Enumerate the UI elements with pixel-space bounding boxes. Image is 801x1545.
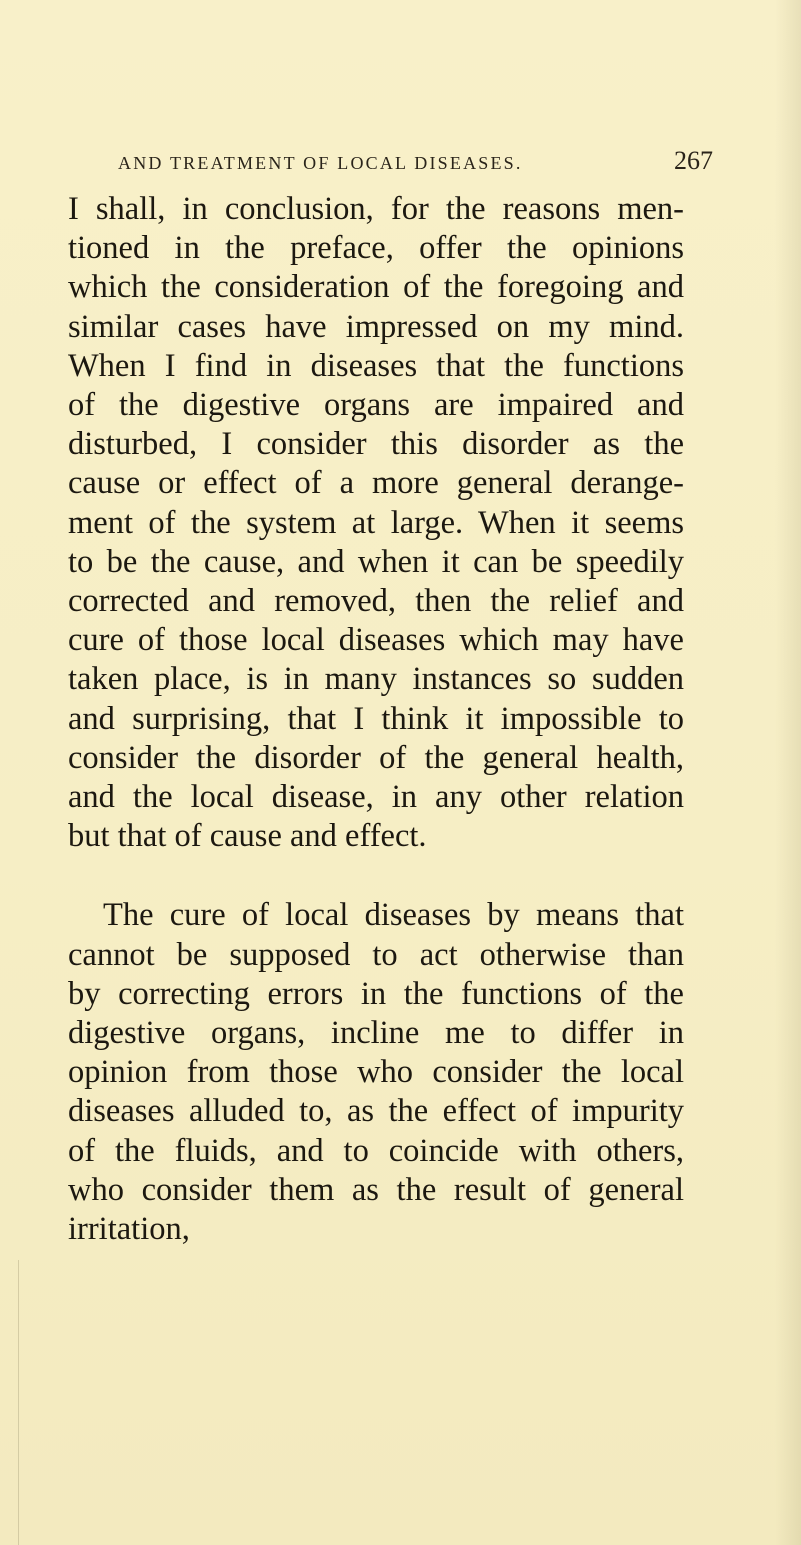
paragraph-2 [68, 896, 684, 1249]
paragraph-2-line: of the fluids, and to coincide with others, [68, 1132, 684, 1169]
page-number: 267 [674, 146, 713, 175]
paragraph-1-line: cause or effect of a more general derange- [68, 465, 684, 502]
paragraph-1-line: corrected and removed, then the relief and [68, 583, 684, 620]
running-head-title: AND TREATMENT OF LOCAL DISEASES. [118, 153, 523, 173]
catchword: irritation, [68, 1211, 190, 1248]
paragraph-1-line: tioned in the preface, offer the opinions [68, 230, 684, 267]
paragraph-1-line: similar cases have impressed on my mind. [68, 308, 684, 345]
paragraph-1-line: and surprising, that I think it impossible to [68, 700, 684, 737]
paragraph-1-line: and the local disease, in any other relation [68, 779, 684, 816]
page-edge-shadow [775, 0, 801, 1545]
paragraph-2-line: cannot be supposed to act otherwise than [68, 936, 684, 973]
paragraph-2-line: diseases alluded to, as the effect of impurity [68, 1093, 684, 1130]
paragraph-1-line: to be the cause, and when it can be speedily [68, 543, 684, 580]
paragraph-1-line: taken place, is in many instances so sudden [68, 661, 684, 698]
paragraph-2-line: by correcting errors in the functions of the [68, 975, 684, 1012]
paragraph-1-line: I shall, in conclusion, for the reasons men- [68, 191, 684, 227]
paragraph-2-line: who consider them as the result of general [68, 1171, 684, 1208]
paragraph-1-line: ment of the system at large. When it seems [68, 504, 684, 541]
paragraph-1 [68, 190, 684, 856]
paragraph-1-line: When I find in diseases that the functions [68, 347, 684, 384]
paragraph-1-line: consider the disorder of the general health, [68, 739, 684, 776]
body-text [68, 190, 684, 1249]
paragraph-1-line: but that of cause and effect. [68, 818, 427, 855]
paragraph-1-line: of the digestive organs are impaired and [68, 387, 684, 424]
paragraph-1-line: cure of those local diseases which may have [68, 622, 684, 659]
page-edge-line [18, 1260, 19, 1545]
paragraph-gap [68, 856, 684, 896]
paragraph-1-line: disturbed, I consider this disorder as the [68, 426, 684, 463]
paragraph-1-line: which the consideration of the foregoing and [68, 269, 684, 306]
paragraph-2-line: The cure of local diseases by means that [103, 897, 684, 934]
running-head [118, 146, 713, 176]
paragraph-2-line: opinion from those who consider the local [68, 1054, 684, 1091]
paragraph-2-line: digestive organs, incline me to differ in [68, 1015, 684, 1052]
